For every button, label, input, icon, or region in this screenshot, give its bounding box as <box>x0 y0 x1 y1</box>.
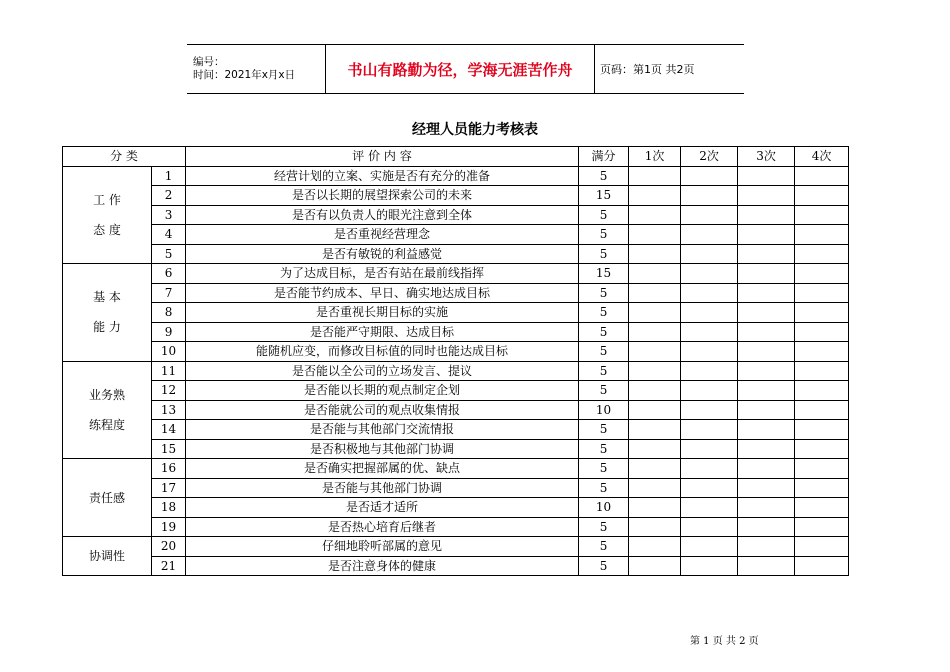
header-full-score: 满分 <box>579 147 629 167</box>
round-1-score-cell[interactable] <box>629 283 681 303</box>
table-row <box>63 381 849 401</box>
round-4-score-cell[interactable] <box>795 537 849 557</box>
full-score: 5 <box>579 244 629 264</box>
category-label: 业务熟 <box>88 387 125 402</box>
round-1-score-cell[interactable] <box>629 498 681 518</box>
round-3-score-cell[interactable] <box>738 556 795 576</box>
table-row <box>63 537 849 557</box>
item-content: 是否能以全公司的立场发言、提议 <box>186 361 579 381</box>
round-4-score-cell[interactable] <box>795 264 849 284</box>
table-row <box>63 498 849 518</box>
round-2-score-cell[interactable] <box>681 517 738 537</box>
round-1-score-cell[interactable] <box>629 166 681 186</box>
full-score: 5 <box>579 478 629 498</box>
round-4-score-cell[interactable] <box>795 498 849 518</box>
table-row <box>63 283 849 303</box>
item-number: 20 <box>152 537 186 557</box>
round-4-score-cell[interactable] <box>795 381 849 401</box>
round-1-score-cell[interactable] <box>629 264 681 284</box>
item-content: 是否确实把握部属的优、缺点 <box>186 459 579 479</box>
full-score: 5 <box>579 205 629 225</box>
item-content: 为了达成目标，是否有站在最前线指挥 <box>186 264 579 284</box>
round-2-score-cell[interactable] <box>681 342 738 362</box>
item-content: 是否热心培育后继者 <box>186 517 579 537</box>
category-label: 协调性 <box>88 549 125 563</box>
item-number: 5 <box>152 244 186 264</box>
item-number: 7 <box>152 283 186 303</box>
round-1-score-cell[interactable] <box>629 537 681 557</box>
table-row <box>63 517 849 537</box>
full-score: 5 <box>579 420 629 440</box>
item-number: 16 <box>152 459 186 479</box>
round-3-score-cell[interactable] <box>738 537 795 557</box>
full-score: 5 <box>579 361 629 381</box>
item-number: 17 <box>152 478 186 498</box>
table-row <box>63 166 849 186</box>
round-3-score-cell[interactable] <box>738 478 795 498</box>
full-score: 5 <box>579 537 629 557</box>
round-3-score-cell[interactable] <box>738 303 795 323</box>
round-1-score-cell[interactable] <box>629 420 681 440</box>
round-1-score-cell[interactable] <box>629 342 681 362</box>
round-2-score-cell[interactable] <box>681 556 738 576</box>
category-cell <box>63 537 152 576</box>
item-number: 15 <box>152 439 186 459</box>
round-2-score-cell[interactable] <box>681 400 738 420</box>
page-footer: 第 1 页 共 2 页 <box>690 636 759 647</box>
evaluation-table <box>62 146 849 576</box>
round-2-score-cell[interactable] <box>681 166 738 186</box>
round-4-score-cell[interactable] <box>795 303 849 323</box>
round-3-score-cell[interactable] <box>738 498 795 518</box>
round-4-score-cell[interactable] <box>795 342 849 362</box>
round-3-score-cell[interactable] <box>738 459 795 479</box>
full-score: 5 <box>579 303 629 323</box>
round-3-score-cell[interactable] <box>738 361 795 381</box>
round-2-score-cell[interactable] <box>681 478 738 498</box>
category-cell <box>63 361 152 459</box>
round-3-score-cell[interactable] <box>738 517 795 537</box>
item-number: 2 <box>152 186 186 206</box>
item-number: 1 <box>152 166 186 186</box>
item-number: 6 <box>152 264 186 284</box>
category-label: 基 本 <box>93 290 121 305</box>
table-row <box>63 439 849 459</box>
full-score: 5 <box>579 459 629 479</box>
full-score: 5 <box>579 439 629 459</box>
item-number: 19 <box>152 517 186 537</box>
header-content: 评 价 内 容 <box>186 147 579 167</box>
table-row <box>63 342 849 362</box>
round-4-score-cell[interactable] <box>795 420 849 440</box>
round-2-score-cell[interactable] <box>681 459 738 479</box>
full-score: 5 <box>579 556 629 576</box>
round-4-score-cell[interactable] <box>795 400 849 420</box>
round-4-score-cell[interactable] <box>795 186 849 206</box>
item-number: 21 <box>152 556 186 576</box>
item-number: 18 <box>152 498 186 518</box>
item-content: 是否以长期的展望探索公司的未来 <box>186 186 579 206</box>
round-1-score-cell[interactable] <box>629 517 681 537</box>
category-label: 态 度 <box>93 222 121 237</box>
round-3-score-cell[interactable] <box>738 420 795 440</box>
round-1-score-cell[interactable] <box>629 381 681 401</box>
round-1-score-cell[interactable] <box>629 556 681 576</box>
table-row <box>63 322 849 342</box>
category-label: 责任感 <box>88 490 125 505</box>
table-row <box>63 478 849 498</box>
item-number: 13 <box>152 400 186 420</box>
round-4-score-cell[interactable] <box>795 517 849 537</box>
round-2-score-cell[interactable] <box>681 439 738 459</box>
round-1-score-cell[interactable] <box>629 478 681 498</box>
item-content: 是否能以长期的观点制定企划 <box>186 381 579 401</box>
round-4-score-cell[interactable] <box>795 225 849 245</box>
table-row <box>63 400 849 420</box>
full-score: 5 <box>579 381 629 401</box>
item-number: 10 <box>152 342 186 362</box>
round-4-score-cell[interactable] <box>795 166 849 186</box>
round-4-score-cell[interactable] <box>795 322 849 342</box>
item-content: 是否能严守期限、达成目标 <box>186 322 579 342</box>
item-number: 4 <box>152 225 186 245</box>
round-4-score-cell[interactable] <box>795 361 849 381</box>
round-3-score-cell[interactable] <box>738 205 795 225</box>
round-3-score-cell[interactable] <box>738 400 795 420</box>
item-content: 能随机应变，而修改目标值的同时也能达成目标 <box>186 342 579 362</box>
round-4-score-cell[interactable] <box>795 205 849 225</box>
table-row <box>63 303 849 323</box>
round-1-score-cell[interactable] <box>629 225 681 245</box>
round-2-score-cell[interactable] <box>681 186 738 206</box>
round-4-score-cell[interactable] <box>795 244 849 264</box>
table-row <box>63 205 849 225</box>
round-1-score-cell[interactable] <box>629 459 681 479</box>
round-1-score-cell[interactable] <box>629 244 681 264</box>
round-3-score-cell[interactable] <box>738 225 795 245</box>
motto: 书山有路勤为径，学海无涯苦作舟 <box>326 45 595 93</box>
category-label: 能 力 <box>93 320 121 335</box>
round-2-score-cell[interactable] <box>681 303 738 323</box>
table-row <box>63 264 849 284</box>
item-number: 9 <box>152 322 186 342</box>
header-category: 分 类 <box>63 147 186 167</box>
table-row <box>63 556 849 576</box>
item-content: 是否重视经营理念 <box>186 225 579 245</box>
header-round-1: 1次 <box>629 147 681 167</box>
table-row <box>63 186 849 206</box>
item-content: 是否能节约成本、早日、确实地达成目标 <box>186 283 579 303</box>
table-row <box>63 244 849 264</box>
item-content: 是否积极地与其他部门协调 <box>186 439 579 459</box>
table-header-row <box>63 147 849 167</box>
round-3-score-cell[interactable] <box>738 322 795 342</box>
category-label: 练程度 <box>88 417 125 432</box>
full-score: 5 <box>579 166 629 186</box>
header-round-2: 2次 <box>681 147 738 167</box>
item-content: 是否有敏锐的利益感觉 <box>186 244 579 264</box>
item-content: 是否注意身体的健康 <box>186 556 579 576</box>
item-number: 3 <box>152 205 186 225</box>
round-1-score-cell[interactable] <box>629 303 681 323</box>
round-3-score-cell[interactable] <box>738 186 795 206</box>
category-cell <box>63 166 152 264</box>
full-score: 15 <box>579 264 629 284</box>
table-row <box>63 420 849 440</box>
header-meta <box>187 45 326 93</box>
round-2-score-cell[interactable] <box>681 361 738 381</box>
item-content: 是否能就公司的观点收集情报 <box>186 400 579 420</box>
document-header <box>187 44 744 94</box>
round-3-score-cell[interactable] <box>738 439 795 459</box>
round-4-score-cell[interactable] <box>795 439 849 459</box>
round-2-score-cell[interactable] <box>681 420 738 440</box>
item-content: 是否能与其他部门交流情报 <box>186 420 579 440</box>
round-3-score-cell[interactable] <box>738 264 795 284</box>
table-row <box>63 361 849 381</box>
item-content: 是否适才适所 <box>186 498 579 518</box>
full-score: 5 <box>579 283 629 303</box>
full-score: 10 <box>579 498 629 518</box>
round-2-score-cell[interactable] <box>681 283 738 303</box>
round-2-score-cell[interactable] <box>681 322 738 342</box>
round-4-score-cell[interactable] <box>795 478 849 498</box>
item-content: 经营计划的立案、实施是否有充分的准备 <box>186 166 579 186</box>
header-round-4: 4次 <box>795 147 849 167</box>
item-number: 12 <box>152 381 186 401</box>
round-3-score-cell[interactable] <box>738 166 795 186</box>
round-3-score-cell[interactable] <box>738 381 795 401</box>
category-cell <box>63 459 152 537</box>
round-2-score-cell[interactable] <box>681 537 738 557</box>
full-score: 5 <box>579 225 629 245</box>
number-label: 编号： <box>193 56 225 68</box>
item-number: 14 <box>152 420 186 440</box>
item-content: 是否有以负责人的眼光注意到全体 <box>186 205 579 225</box>
round-1-score-cell[interactable] <box>629 186 681 206</box>
round-1-score-cell[interactable] <box>629 361 681 381</box>
page-title: 经理人员能力考核表 <box>412 122 538 138</box>
round-1-score-cell[interactable] <box>629 205 681 225</box>
full-score: 5 <box>579 342 629 362</box>
full-score: 10 <box>579 400 629 420</box>
item-content: 仔细地聆听部属的意见 <box>186 537 579 557</box>
table-row <box>63 225 849 245</box>
header-round-3: 3次 <box>738 147 795 167</box>
round-2-score-cell[interactable] <box>681 264 738 284</box>
round-1-score-cell[interactable] <box>629 322 681 342</box>
round-1-score-cell[interactable] <box>629 400 681 420</box>
round-4-score-cell[interactable] <box>795 283 849 303</box>
full-score: 5 <box>579 322 629 342</box>
full-score: 15 <box>579 186 629 206</box>
item-content: 是否重视长期目标的实施 <box>186 303 579 323</box>
round-1-score-cell[interactable] <box>629 439 681 459</box>
table-row <box>63 459 849 479</box>
round-3-score-cell[interactable] <box>738 244 795 264</box>
round-2-score-cell[interactable] <box>681 225 738 245</box>
category-cell <box>63 264 152 362</box>
round-2-score-cell[interactable] <box>681 381 738 401</box>
round-2-score-cell[interactable] <box>681 205 738 225</box>
item-number: 8 <box>152 303 186 323</box>
item-number: 11 <box>152 361 186 381</box>
time-label: 时间：2021年x月x日 <box>193 69 296 81</box>
item-content: 是否能与其他部门协调 <box>186 478 579 498</box>
round-3-score-cell[interactable] <box>738 342 795 362</box>
round-2-score-cell[interactable] <box>681 498 738 518</box>
round-2-score-cell[interactable] <box>681 244 738 264</box>
round-4-score-cell[interactable] <box>795 556 849 576</box>
category-label: 工 作 <box>93 192 121 207</box>
round-4-score-cell[interactable] <box>795 459 849 479</box>
full-score: 5 <box>579 517 629 537</box>
page-label: 页码：第1页 共2页 <box>600 63 695 76</box>
round-3-score-cell[interactable] <box>738 283 795 303</box>
